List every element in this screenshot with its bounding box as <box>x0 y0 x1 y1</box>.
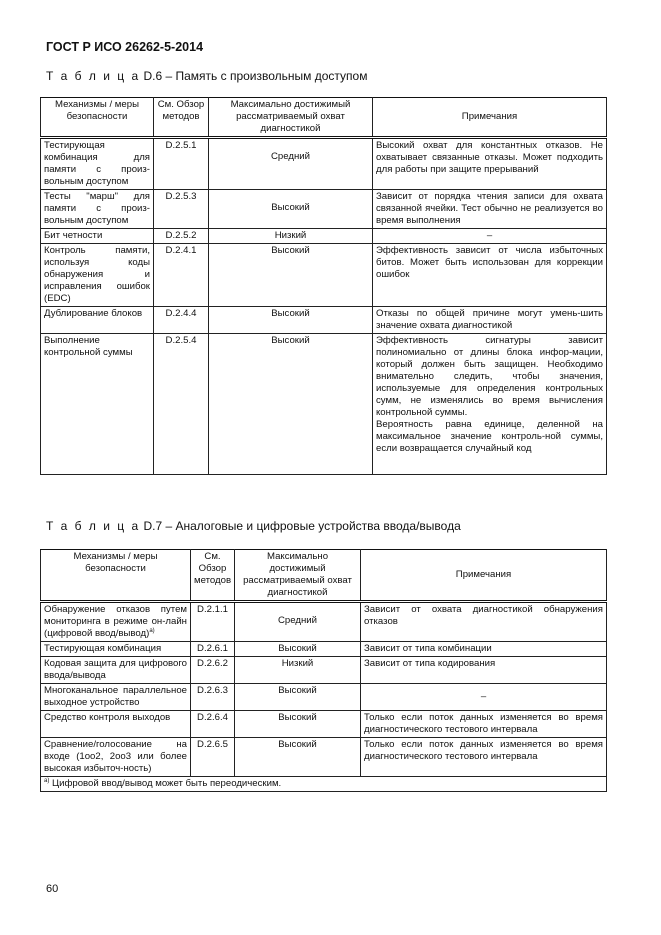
notes-paragraph: Вероятность равна единице, деленной на максимальное значение контроль-ной суммы, если возвращается случайный код <box>376 419 603 454</box>
cell-coverage: Высокий <box>235 738 361 777</box>
table-row <box>41 711 607 738</box>
footnote-text: Цифровой ввод/вывод может быть переодическим. <box>49 778 282 789</box>
cell-reference: D.2.1.1 <box>191 602 235 642</box>
cell-mechanism: Тестирующая комбинация для памяти с произ-вольным доступом <box>41 138 154 190</box>
cell-notes: Зависит от охвата диагностикой обнаружения отказов <box>361 602 607 642</box>
cell-mechanism <box>41 602 191 642</box>
table-d6-caption <box>46 69 367 83</box>
table-d6 <box>40 97 607 475</box>
cell-reference: D.2.5.1 <box>154 138 209 190</box>
table-row <box>41 684 607 711</box>
cell-notes: – <box>361 684 607 711</box>
table-row <box>41 244 607 307</box>
cell-notes: Высокий охват для константных отказов. Не охватывает связанные отказы. Может подходить для работы при защите прерываний <box>373 138 607 190</box>
column-header-notes: Примечания <box>361 550 607 602</box>
cell-notes <box>373 334 607 475</box>
mechanism-text: Обнаружение отказов путем мониторинга в режиме он-лайн (цифровой ввод/вывод) <box>44 604 187 639</box>
cell-mechanism: Контроль памяти, используя коды обнаружения и исправления ошибок (EDC) <box>41 244 154 307</box>
cell-mechanism: Дублирование блоков <box>41 307 154 334</box>
cell-mechanism: Кодовая защита для цифрового ввода/вывода <box>41 657 191 684</box>
cell-coverage: Средний <box>209 138 373 190</box>
cell-reference: D.2.4.1 <box>154 244 209 307</box>
column-header-reference: См. Обзор методов <box>154 98 209 138</box>
cell-notes: Зависит от типа кодирования <box>361 657 607 684</box>
table-row <box>41 334 607 475</box>
cell-reference: D.2.6.3 <box>191 684 235 711</box>
cell-coverage: Низкий <box>209 229 373 244</box>
cell-coverage: Высокий <box>235 711 361 738</box>
column-header-coverage: Максимально достижимый рассматриваемый охват диагностикой <box>235 550 361 602</box>
cell-coverage: Высокий <box>209 244 373 307</box>
cell-reference: D.2.5.2 <box>154 229 209 244</box>
cell-coverage: Высокий <box>235 642 361 657</box>
footnote-mark: а) <box>44 777 50 784</box>
table-row <box>41 738 607 777</box>
cell-reference: D.2.4.4 <box>154 307 209 334</box>
cell-reference: D.2.6.4 <box>191 711 235 738</box>
table-row <box>41 602 607 642</box>
column-header-mechanism: Механизмы / меры безопасности <box>41 550 191 602</box>
table-title: D.6 – Память с произвольным доступом <box>140 69 368 83</box>
cell-coverage: Высокий <box>235 684 361 711</box>
column-header-reference: См. Обзор методов <box>191 550 235 602</box>
cell-mechanism: Тесты "марш" для памяти с произ-вольным доступом <box>41 190 154 229</box>
column-header-coverage: Максимально достижимый рассматриваемый охват диагностикой <box>209 98 373 138</box>
table-row <box>41 190 607 229</box>
table-d7 <box>40 549 607 792</box>
cell-mechanism: Тестирующая комбинация <box>41 642 191 657</box>
cell-notes: – <box>373 229 607 244</box>
cell-notes: Эффективность зависит от числа избыточных битов. Может быть использован для коррекции ошибок <box>373 244 607 307</box>
cell-coverage: Высокий <box>209 307 373 334</box>
cell-mechanism: Средство контроля выходов <box>41 711 191 738</box>
table-label: Т а б л и ц а <box>46 519 141 533</box>
column-header-mechanism: Механизмы / меры безопасности <box>41 98 154 138</box>
cell-notes: Зависит от типа комбинации <box>361 642 607 657</box>
cell-coverage: Средний <box>235 602 361 642</box>
table-row <box>41 229 607 244</box>
cell-coverage: Высокий <box>209 334 373 475</box>
cell-mechanism: Бит четности <box>41 229 154 244</box>
table-d7-caption <box>46 519 461 533</box>
cell-notes: Зависит от порядка чтения записи для охвата связанной ячейки. Тест обычно не реализуется во время выполнения <box>373 190 607 229</box>
column-header-notes: Примечания <box>373 98 607 138</box>
cell-reference: D.2.6.1 <box>191 642 235 657</box>
footnote-ref: а) <box>149 627 155 634</box>
cell-mechanism: Многоканальное параллельное выходное устройство <box>41 684 191 711</box>
cell-reference: D.2.6.5 <box>191 738 235 777</box>
table-header-row <box>41 550 607 602</box>
table-row <box>41 642 607 657</box>
cell-mechanism: Сравнение/голосование на входе (1oo2, 2oo3 или более высокая избыточ-ность) <box>41 738 191 777</box>
cell-mechanism: Выполнение контрольной суммы <box>41 334 154 475</box>
table-title: D.7 – Аналоговые и цифровые устройства ввода/вывода <box>140 519 461 533</box>
cell-notes: Только если поток данных изменяется во время диагностического тестового интервала <box>361 711 607 738</box>
table-label: Т а б л и ц а <box>46 69 141 83</box>
page-number: 60 <box>46 883 59 895</box>
cell-reference: D.2.5.3 <box>154 190 209 229</box>
cell-notes: Отказы по общей причине могут умень-шить значение охвата диагностикой <box>373 307 607 334</box>
cell-reference: D.2.6.2 <box>191 657 235 684</box>
document-header: ГОСТ Р ИСО 26262-5-2014 <box>46 40 204 54</box>
table-row <box>41 307 607 334</box>
cell-reference: D.2.5.4 <box>154 334 209 475</box>
table-row <box>41 657 607 684</box>
table-header-row <box>41 98 607 138</box>
table-row <box>41 138 607 190</box>
table-footnote-row <box>41 777 607 792</box>
table-footnote <box>41 777 607 792</box>
cell-coverage: Низкий <box>235 657 361 684</box>
notes-paragraph: Эффективность сигнатуры зависит полиномиально от длины блока инфор-мации, который должен быть защищен. Необходимо внимательно следить, чтобы значения, используемые для определения контрольных сумм, не изменялись во время вычисления контрольной суммы. <box>376 335 603 418</box>
cell-coverage: Высокий <box>209 190 373 229</box>
cell-notes: Только если поток данных изменяется во время диагностического тестового интервала <box>361 738 607 777</box>
